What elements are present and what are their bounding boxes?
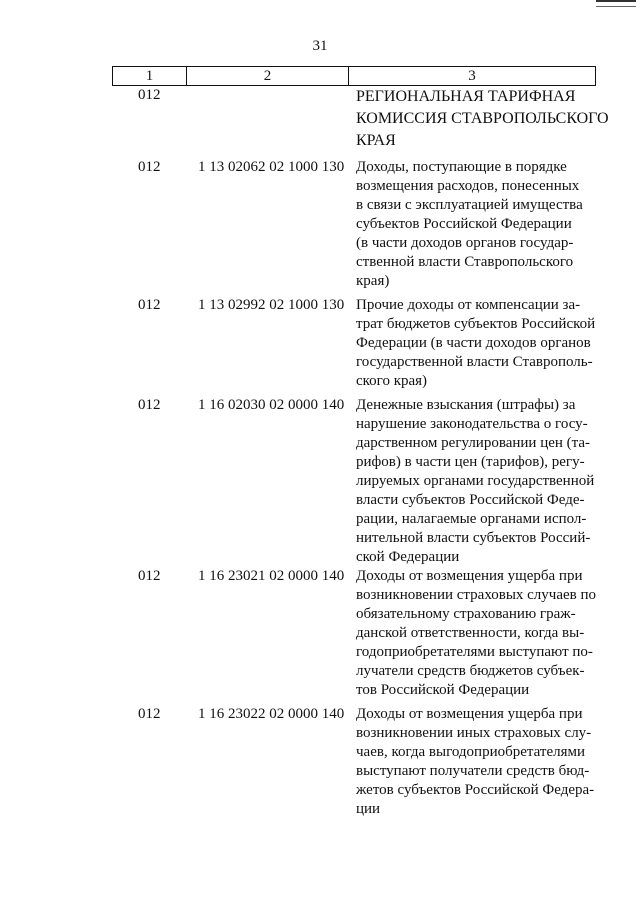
income-description <box>356 396 594 567</box>
description-line: данской ответственности, когда вы- <box>356 625 585 641</box>
description-line: Федерации (в части доходов органов <box>356 335 591 351</box>
corner-mark <box>596 0 636 7</box>
description-line: Доходы от возмещения ущерба при <box>356 568 583 584</box>
description-line: нительной власти субъектов Россий- <box>356 530 591 546</box>
description-line: тов Российской Федерации <box>356 682 530 698</box>
description-line: чаев, когда выгодоприобретателями <box>356 744 586 760</box>
admin-code: 012 <box>138 297 161 313</box>
description-line: края) <box>356 273 390 289</box>
description-line: лучатели средств бюджетов субъек- <box>356 663 585 679</box>
description-line: ской Федерации <box>356 549 460 565</box>
description-line: лируемых органами государственной <box>356 473 595 489</box>
description-line: субъектов Российской Федерации <box>356 216 572 232</box>
column-header-1: 1 <box>113 67 187 86</box>
budget-classification-code: 1 16 23022 02 0000 140 <box>198 706 345 722</box>
description-line: возникновении страховых случаев по <box>356 587 597 603</box>
description-line: Доходы, поступающие в порядке <box>356 159 567 175</box>
description-line: нарушение законодательства о госу- <box>356 416 588 432</box>
description-line: ции <box>356 801 381 817</box>
description-line: Денежные взыскания (штрафы) за <box>356 397 576 413</box>
description-line: рации, налагаемые органами испол- <box>356 511 587 527</box>
description-line: ственной власти Ставропольского <box>356 254 574 270</box>
description-line: (в части доходов органов государ- <box>356 235 574 251</box>
description-line: возникновении иных страховых слу- <box>356 725 592 741</box>
description-line: годоприобретателями выступают по- <box>356 644 593 660</box>
budget-classification-code: 1 13 02062 02 1000 130 <box>198 159 345 175</box>
budget-classification-code: 1 16 02030 02 0000 140 <box>198 397 345 413</box>
income-description <box>356 705 594 819</box>
description-line: в связи с эксплуатацией имущества <box>356 197 583 213</box>
admin-code: 012 <box>138 87 161 103</box>
description-line: ского края) <box>356 373 428 389</box>
column-header-table <box>112 66 596 86</box>
admin-code: 012 <box>138 706 161 722</box>
budget-classification-code: 1 13 02992 02 1000 130 <box>198 297 345 313</box>
description-line: Прочие доходы от компенсации за- <box>356 297 581 313</box>
admin-code: 012 <box>138 568 161 584</box>
description-line: государственной власти Ставрополь- <box>356 354 593 370</box>
description-line: трат бюджетов субъектов Российской <box>356 316 596 332</box>
heading-line: КРАЯ <box>356 132 396 149</box>
budget-classification-code: 1 16 23021 02 0000 140 <box>198 568 345 584</box>
section-heading <box>356 86 609 152</box>
income-description <box>356 296 594 391</box>
page-number: 31 <box>312 38 328 54</box>
description-line: власти субъектов Российской Феде- <box>356 492 585 508</box>
description-line: дарственном регулировании цен (та- <box>356 435 591 451</box>
admin-code: 012 <box>138 159 161 175</box>
description-line: возмещения расходов, понесенных <box>356 178 580 194</box>
income-description <box>356 567 597 700</box>
column-header-2: 2 <box>187 67 349 86</box>
description-line: Доходы от возмещения ущерба при <box>356 706 583 722</box>
description-line: жетов субъектов Российской Федера- <box>356 782 595 798</box>
admin-code: 012 <box>138 397 161 413</box>
income-description <box>356 158 594 291</box>
heading-line: КОМИССИЯ СТАВРОПОЛЬСКОГО <box>356 110 609 127</box>
description-line: выступают получатели средств бюд- <box>356 763 590 779</box>
column-header-3: 3 <box>349 67 596 86</box>
heading-line: РЕГИОНАЛЬНАЯ ТАРИФНАЯ <box>356 88 576 105</box>
description-line: рифов) в части цен (тарифов), регу- <box>356 454 585 470</box>
description-line: обязательному страхованию граж- <box>356 606 576 622</box>
